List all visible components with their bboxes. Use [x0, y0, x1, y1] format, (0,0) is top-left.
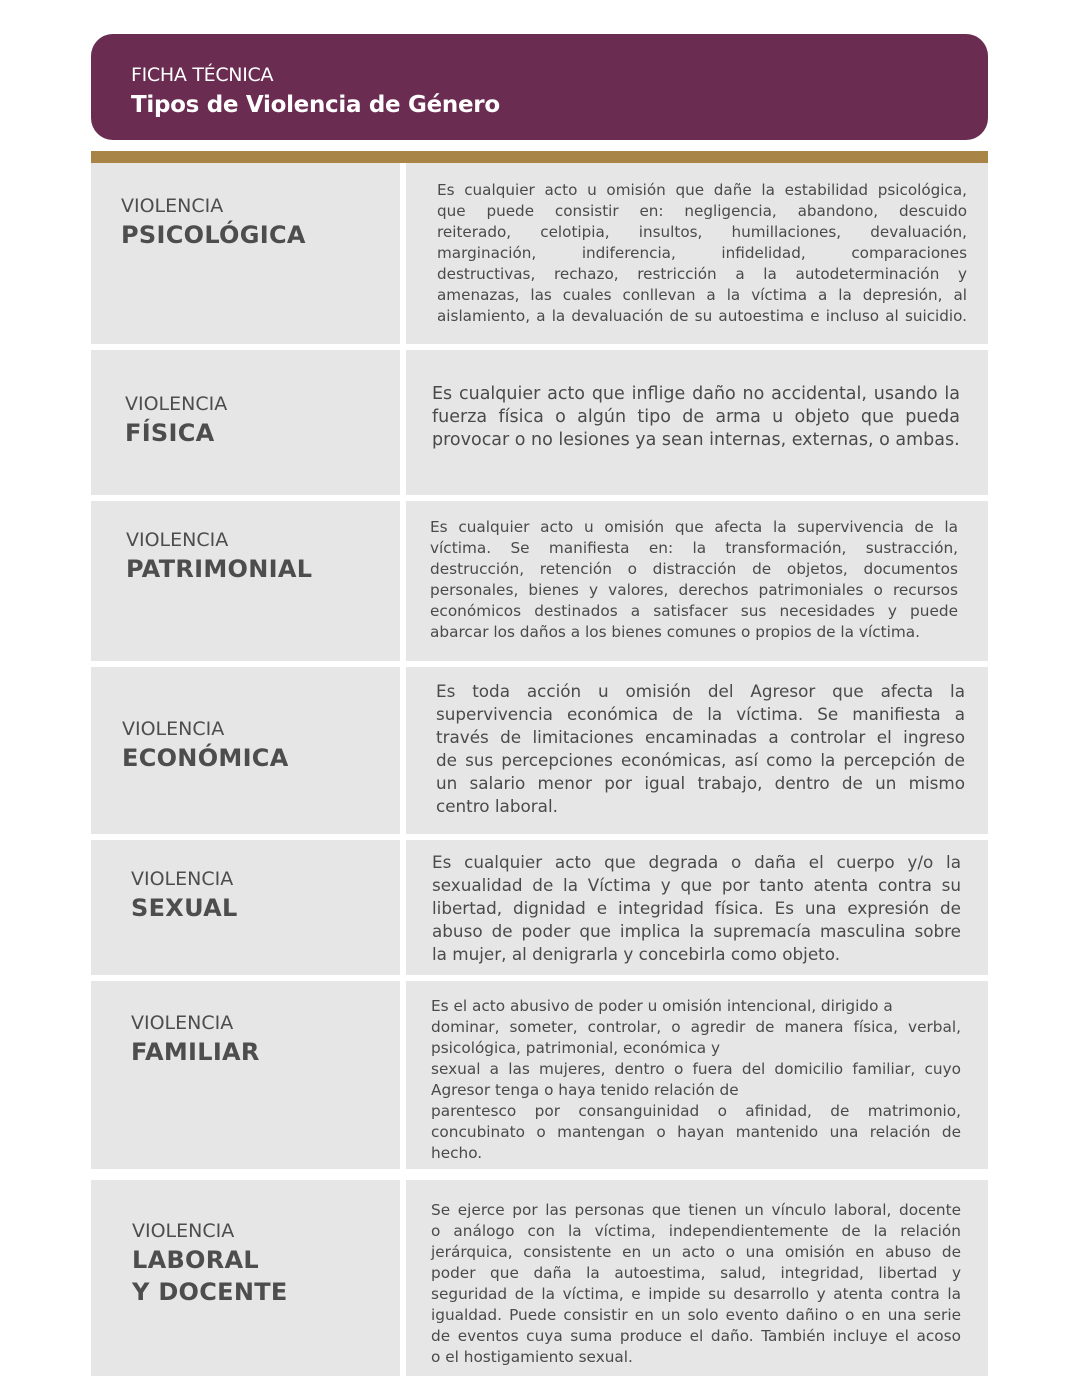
label-prefix: VIOLENCIA: [131, 868, 234, 890]
header-kicker: FICHA TÉCNICA: [131, 64, 274, 86]
header-banner: [91, 34, 988, 140]
table-row-patrimonial: [91, 501, 988, 661]
table-row-fisica: [91, 350, 988, 495]
label-main: SEXUAL: [131, 894, 238, 922]
description-cell: [406, 981, 988, 1169]
label-prefix: VIOLENCIA: [131, 1012, 234, 1034]
page-title: Tipos de Violencia de Género: [131, 92, 500, 118]
description-text: Es cualquier acto que inflige daño no accidental, usando la fuerza física o algún tipo de arma u objeto que pueda provocar o no lesiones ya sean internas, externas, o ambas.: [432, 384, 960, 450]
label-main: ECONÓMICA: [122, 744, 289, 772]
label-main: FÍSICA: [125, 419, 215, 447]
description-text: Es toda acción u omisión del Agresor que afecta la supervivencia económica de la víctima. Se manifiesta a través de limitaciones encaminadas a controlar el ingreso de sus percepciones económicas, así como la percepción de un salario menor por igual trabajo, dentro de un mismo centro laboral.: [436, 681, 965, 816]
label-cell: [91, 163, 400, 344]
description-cell: [406, 163, 988, 344]
table-row-psicologica: [91, 163, 988, 344]
label-cell: [91, 1180, 400, 1376]
label-main: FAMILIAR: [131, 1038, 260, 1066]
label-cell: [91, 840, 400, 975]
description-text: Es el acto abusivo de poder u omisión intencional, dirigido a dominar, someter, controlar, o agredir de manera física, verbal, psicológica, patrimonial, económica y sexual a las mujeres, dentro o fuera del domicilio familiar, cuyo Agresor tenga o haya tenido relación de parentesco por consanguinidad o afinidad, de matrimonio, concubinato o mantengan o hayan mantenido una relación de hecho.: [431, 997, 961, 1162]
label-main: PATRIMONIAL: [126, 555, 313, 583]
table-row-familiar: [91, 981, 988, 1169]
description-text: Es cualquier acto u omisión que afecta la supervivencia de la víctima. Se manifiesta en: la transformación, sustracción, destrucción, retención o distracción de objetos, documentos personales, bienes y valores, derechos patrimoniales o recursos económicos destinados a satisfacer sus necesidades y puede abarcar los daños a los bienes comunes o propios de la víctima.: [430, 518, 958, 641]
description-cell: [406, 1180, 988, 1376]
description-text: Es cualquier acto que degrada o daña el cuerpo y/o la sexualidad de la Víctima y que por tanto atenta contra su libertad, dignidad e integridad física. Es una expresión de abuso de poder que implica la supremacía masculina sobre la mujer, al denigrarla y concebirla como objeto.: [432, 852, 961, 964]
label-prefix: VIOLENCIA: [121, 195, 224, 217]
label-cell: [91, 501, 400, 661]
label-prefix: VIOLENCIA: [125, 393, 228, 415]
label-prefix: VIOLENCIA: [126, 529, 229, 551]
description-cell: [406, 350, 988, 495]
label-main-line2: Y DOCENTE: [132, 1278, 288, 1306]
label-main: LABORAL: [132, 1246, 260, 1274]
table-row-economica: [91, 667, 988, 834]
label-prefix: VIOLENCIA: [122, 718, 225, 740]
accent-divider: [91, 151, 988, 163]
label-cell: [91, 350, 400, 495]
description-text: Se ejerce por las personas que tienen un vínculo laboral, docente o análogo con la víctima, independientemente de la relación jerárquica, consistente en un acto o una omisión en abuso de poder que daña la autoestima, salud, integridad, libertad y seguridad de la víctima, e impide su desarrollo y atenta contra la igualdad. Puede consistir en un solo evento dañino o en una serie de eventos cuya suma produce el daño. También incluye el acoso o el hostigamiento sexual.: [431, 1201, 961, 1366]
description-cell: [406, 840, 988, 975]
label-cell: [91, 667, 400, 834]
description-text: Es cualquier acto u omisión que dañe la estabilidad psicológica, que puede consistir en: negligencia, abandono, descuido reiterado, celotipia, insultos, humillaciones, devaluación, marginación, indiferencia, infidelidad, comparaciones destructivas, rechazo, restricción a la autodeterminación y amenazas, las cuales conllevan a la víctima a la depresión, al aislamiento, a la devaluación de su autoestima e incluso al suicidio.: [437, 181, 967, 325]
label-main: PSICOLÓGICA: [121, 221, 306, 249]
label-prefix: VIOLENCIA: [132, 1220, 235, 1242]
description-cell: [406, 667, 988, 834]
description-cell: [406, 501, 988, 661]
table-row-laboral-docente: [91, 1180, 988, 1376]
table-row-sexual: [91, 840, 988, 975]
label-cell: [91, 981, 400, 1169]
